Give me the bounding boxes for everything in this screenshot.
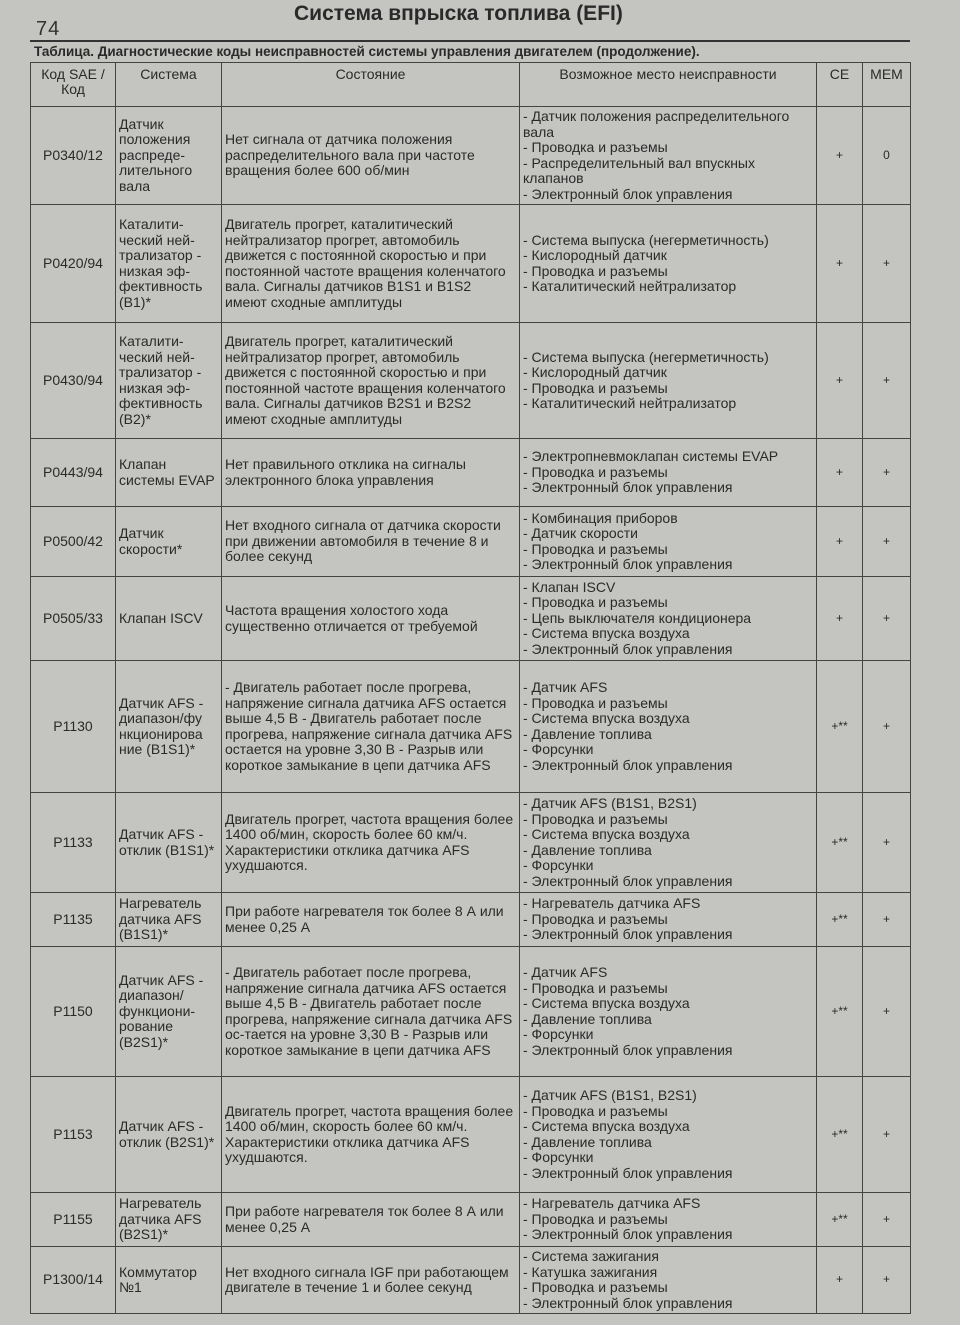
fault-item: - Проводка и разъемы xyxy=(523,379,668,396)
fault-item: - Датчик AFS (B1S1, B2S1) xyxy=(523,795,697,811)
condition-cell: Нет входного сигнала IGF при работающем двигателе в течение 1 и более секунд xyxy=(222,1247,520,1314)
ce-flag-cell: +** xyxy=(817,661,863,793)
condition-cell: Частота вращения холостого хода существенно отличается от требуемой xyxy=(222,577,520,661)
dtc-code-cell: P0443/94 xyxy=(31,439,116,507)
mem-flag-cell: + xyxy=(863,661,911,793)
system-cell: Клапан системы EVAP xyxy=(116,439,222,507)
fault-item: - Форсунки xyxy=(523,1149,594,1165)
dtc-code-cell: P0420/94 xyxy=(31,205,116,323)
ce-flag-cell: + xyxy=(817,205,863,323)
fault-item: - Электронный блок управления xyxy=(523,479,733,496)
fault-item: - Нагреватель датчика AFS xyxy=(523,1195,701,1212)
condition-cell: При работе нагревателя ток более 8 А или менее 0,25 А xyxy=(222,893,520,947)
fault-location-cell xyxy=(520,507,817,577)
condition-cell: - Двигатель работает после прогрева, напряжение сигнала датчика AFS остается выше 4,5 В - Двигатель работает после прогрева, напряжение сигнала датчика AFS ос-тается на уровне 3,30 В - Разрыв или короткое замыкание в цепи датчика AFS xyxy=(222,947,520,1077)
system-cell: Коммутатор №1 xyxy=(116,1247,222,1314)
fault-item: - Электронный блок управления xyxy=(523,1041,733,1058)
fault-item: - Электронный блок управления xyxy=(523,185,733,202)
dtc-code-cell: P0505/33 xyxy=(31,577,116,661)
fault-item: - Система впуска воздуха xyxy=(523,625,690,642)
mem-flag-cell: + xyxy=(863,893,911,947)
mem-flag-cell: + xyxy=(863,793,911,893)
header-rule xyxy=(30,40,910,42)
fault-location-cell xyxy=(520,205,817,323)
table-row xyxy=(31,1077,911,1193)
dtc-code-cell: P1155 xyxy=(31,1193,116,1247)
system-cell: Датчик скорости* xyxy=(116,507,222,577)
fault-item: - Система выпуска (негерметичность) xyxy=(523,231,769,248)
system-cell: Датчик AFS - диапазон/ функциони-рование (B2S1)* xyxy=(116,947,222,1077)
fault-item: - Датчик AFS xyxy=(523,679,608,695)
col-header-fault: Возможное место неисправности xyxy=(520,63,817,107)
table-row xyxy=(31,793,911,893)
fault-item: - Электронный блок управления xyxy=(523,926,733,943)
mem-flag-cell: + xyxy=(863,1247,911,1314)
fault-item: - Проводка и разъемы xyxy=(523,810,668,827)
fault-item: - Кислородный датчик xyxy=(523,364,667,380)
table-row xyxy=(31,323,911,439)
dtc-code-cell: P1300/14 xyxy=(31,1247,116,1314)
fault-item: - Система впуска воздуха xyxy=(523,826,690,842)
ce-flag-cell: + xyxy=(817,577,863,661)
condition-cell: Двигатель прогрет, каталитический нейтрализатор прогрет, автомобиль движется с постоянной скоростью и при постоянной частоте вращения коленчатого вала. Сигналы датчиков B1S1 и B1S2 имеют сходные амплитуды xyxy=(222,205,520,323)
table-header-row xyxy=(31,63,911,107)
fault-item: - Датчик скорости xyxy=(523,525,638,541)
mem-flag-cell: + xyxy=(863,323,911,439)
condition-cell: Нет сигнала от датчика положения распределительного вала при частоте вращения более 600 об/мин xyxy=(222,107,520,205)
fault-item: - Электронный блок управления xyxy=(523,1226,733,1243)
dtc-code-cell: P1153 xyxy=(31,1077,116,1193)
system-cell: Каталити-ческий ней-трализатор - низкая эф-фективность (B2)* xyxy=(116,323,222,439)
condition-cell: Нет входного сигнала от датчика скорости при движении автомобиля в течение 8 и более секунд xyxy=(222,507,520,577)
dtc-code-cell: P1133 xyxy=(31,793,116,893)
table-row xyxy=(31,893,911,947)
fault-item: - Электропневмоклапан системы EVAP xyxy=(523,448,779,465)
fault-item: - Цепь выключателя кондиционера xyxy=(523,609,752,626)
fault-item: - Нагреватель датчика AFS xyxy=(523,895,701,912)
col-header-system: Система xyxy=(116,63,222,107)
col-header-ce: CE xyxy=(817,63,863,107)
dtc-code-cell: P1130 xyxy=(31,661,116,793)
fault-item: - Система выпуска (негерметичность) xyxy=(523,348,769,365)
fault-item: - Система зажигания xyxy=(523,1248,659,1264)
mem-flag-cell: + xyxy=(863,205,911,323)
fault-item: - Проводка и разъемы xyxy=(523,1210,668,1227)
fault-item: - Каталитический нейтрализатор xyxy=(523,278,737,294)
fault-item: - Кислородный датчик xyxy=(523,247,667,263)
ce-flag-cell: + xyxy=(817,107,863,205)
mem-flag-cell: + xyxy=(863,507,911,577)
fault-item: - Проводка и разъемы xyxy=(523,694,668,711)
fault-location-cell xyxy=(520,577,817,661)
fault-item: - Форсунки xyxy=(523,857,594,873)
condition-cell: При работе нагревателя ток более 8 А или менее 0,25 А xyxy=(222,1193,520,1247)
ce-flag-cell: + xyxy=(817,507,863,577)
fault-location-cell xyxy=(520,1077,817,1193)
table-row xyxy=(31,577,911,661)
dtc-code-cell: P1150 xyxy=(31,947,116,1077)
ce-flag-cell: + xyxy=(817,439,863,507)
table-body xyxy=(31,107,911,1314)
ce-flag-cell: +** xyxy=(817,1193,863,1247)
fault-location-cell xyxy=(520,893,817,947)
col-header-mem: MEM xyxy=(863,63,911,107)
table-row xyxy=(31,205,911,323)
fault-item: - Электронный блок управления xyxy=(523,872,733,889)
condition-cell: - Двигатель работает после прогрева, напряжение сигнала датчика AFS остается выше 4,5 В - Двигатель работает после прогрева, напряжение сигнала датчика AFS остается на уровне 3,30 В - Разрыв или короткое замыкание в цепи датчика AFS xyxy=(222,661,520,793)
dtc-table xyxy=(30,62,911,1314)
ce-flag-cell: +** xyxy=(817,1077,863,1193)
fault-item: - Проводка и разъемы xyxy=(523,262,668,279)
system-cell: Датчик положения распреде-лительного вала xyxy=(116,107,222,205)
fault-item: - Датчик положения распределительного вала xyxy=(523,108,790,140)
fault-location-cell xyxy=(520,793,817,893)
fault-item: - Проводка и разъемы xyxy=(523,463,668,480)
system-cell: Нагреватель датчика AFS (B2S1)* xyxy=(116,1193,222,1247)
fault-item: - Давление топлива xyxy=(523,1010,652,1027)
mem-flag-cell: + xyxy=(863,577,911,661)
system-cell: Каталити-ческий ней-трализатор - низкая эф-фективность (B1)* xyxy=(116,205,222,323)
fault-item: - Датчик AFS xyxy=(523,964,608,980)
fault-item: - Система впуска воздуха xyxy=(523,1118,690,1134)
condition-cell: Двигатель прогрет, частота вращения более 1400 об/мин, скорость более 60 км/ч. Характеристики отклика датчика AFS ухудшаются. xyxy=(222,793,520,893)
dtc-code-cell: P0430/94 xyxy=(31,323,116,439)
fault-item: - Проводка и разъемы xyxy=(523,979,668,996)
fault-item: - Электронный блок управления xyxy=(523,556,733,572)
mem-flag-cell: + xyxy=(863,439,911,507)
dtc-code-cell: P0500/42 xyxy=(31,507,116,577)
mem-flag-cell: + xyxy=(863,947,911,1077)
fault-item: - Электронный блок управления xyxy=(523,1164,733,1181)
table-row xyxy=(31,507,911,577)
fault-location-cell xyxy=(520,1247,817,1314)
mem-flag-cell: + xyxy=(863,1077,911,1193)
ce-flag-cell: +** xyxy=(817,893,863,947)
fault-item: - Проводка и разъемы xyxy=(523,1102,668,1119)
ce-flag-cell: +** xyxy=(817,793,863,893)
table-row xyxy=(31,661,911,793)
fault-item: - Система впуска воздуха xyxy=(523,995,690,1011)
table-row xyxy=(31,1247,911,1314)
fault-item: - Электронный блок управления xyxy=(523,640,733,657)
fault-item: - Электронный блок управления xyxy=(523,756,733,773)
condition-cell: Двигатель прогрет, каталитический нейтрализатор прогрет, автомобиль движется с постоянной скоростью и при постоянной частоте вращения коленчатого вала. Сигналы датчиков B2S1 и B2S2 имеют сходные амплитуды xyxy=(222,323,520,439)
col-header-code: Код SAE / Код xyxy=(31,63,116,107)
table-caption: Таблица. Диагностические коды неисправностей системы управления двигателем (продолжение). xyxy=(34,44,700,59)
fault-location-cell xyxy=(520,439,817,507)
fault-item: - Давление топлива xyxy=(523,841,652,858)
condition-cell: Нет правильного отклика на сигналы электронного блока управления xyxy=(222,439,520,507)
fault-location-cell xyxy=(520,323,817,439)
system-cell: Нагреватель датчика AFS (B1S1)* xyxy=(116,893,222,947)
system-cell: Датчик AFS - отклик (B2S1)* xyxy=(116,1077,222,1193)
fault-item: - Проводка и разъемы xyxy=(523,540,668,557)
fault-item: - Давление топлива xyxy=(523,1133,652,1150)
table-row xyxy=(31,107,911,205)
fault-location-cell xyxy=(520,947,817,1077)
fault-item: - Катушка зажигания xyxy=(523,1263,658,1280)
fault-item: - Проводка и разъемы xyxy=(523,594,668,611)
fault-item: - Форсунки xyxy=(523,1026,594,1042)
fault-item: - Проводка и разъемы xyxy=(523,139,668,155)
fault-item: - Каталитический нейтрализатор xyxy=(523,395,737,411)
fault-item: - Распределительный вал впускных клапанов xyxy=(523,154,755,186)
system-cell: Датчик AFS - отклик (B1S1)* xyxy=(116,793,222,893)
mem-flag-cell: 0 xyxy=(863,107,911,205)
ce-flag-cell: + xyxy=(817,323,863,439)
fault-item: - Комбинация приборов xyxy=(523,509,678,526)
fault-location-cell xyxy=(520,1193,817,1247)
table-row xyxy=(31,439,911,507)
fault-location-cell xyxy=(520,661,817,793)
fault-item: - Давление топлива xyxy=(523,725,652,742)
fault-item: - Клапан ISCV xyxy=(523,578,616,595)
ce-flag-cell: +** xyxy=(817,947,863,1077)
fault-item: - Электронный блок управления xyxy=(523,1294,733,1311)
system-cell: Клапан ISCV xyxy=(116,577,222,661)
fault-item: - Датчик AFS (B1S1, B2S1) xyxy=(523,1087,697,1103)
fault-location-cell xyxy=(520,107,817,205)
chapter-title: Система впрыска топлива (EFI) xyxy=(294,2,623,25)
table-row xyxy=(31,947,911,1077)
page-number: 74 xyxy=(36,18,61,40)
ce-flag-cell: + xyxy=(817,1247,863,1314)
condition-cell: Двигатель прогрет, частота вращения более 1400 об/мин, скорость более 60 км/ч. Характеристики отклика датчика AFS ухудшаются. xyxy=(222,1077,520,1193)
fault-item: - Форсунки xyxy=(523,741,594,757)
system-cell: Датчик AFS - диапазон/фу нкционирова ние (B1S1)* xyxy=(116,661,222,793)
dtc-code-cell: P1135 xyxy=(31,893,116,947)
fault-item: - Проводка и разъемы xyxy=(523,1279,668,1295)
fault-item: - Система впуска воздуха xyxy=(523,710,690,726)
dtc-code-cell: P0340/12 xyxy=(31,107,116,205)
table-row xyxy=(31,1193,911,1247)
mem-flag-cell: + xyxy=(863,1193,911,1247)
col-header-condition: Состояние xyxy=(222,63,520,107)
fault-item: - Проводка и разъемы xyxy=(523,910,668,927)
